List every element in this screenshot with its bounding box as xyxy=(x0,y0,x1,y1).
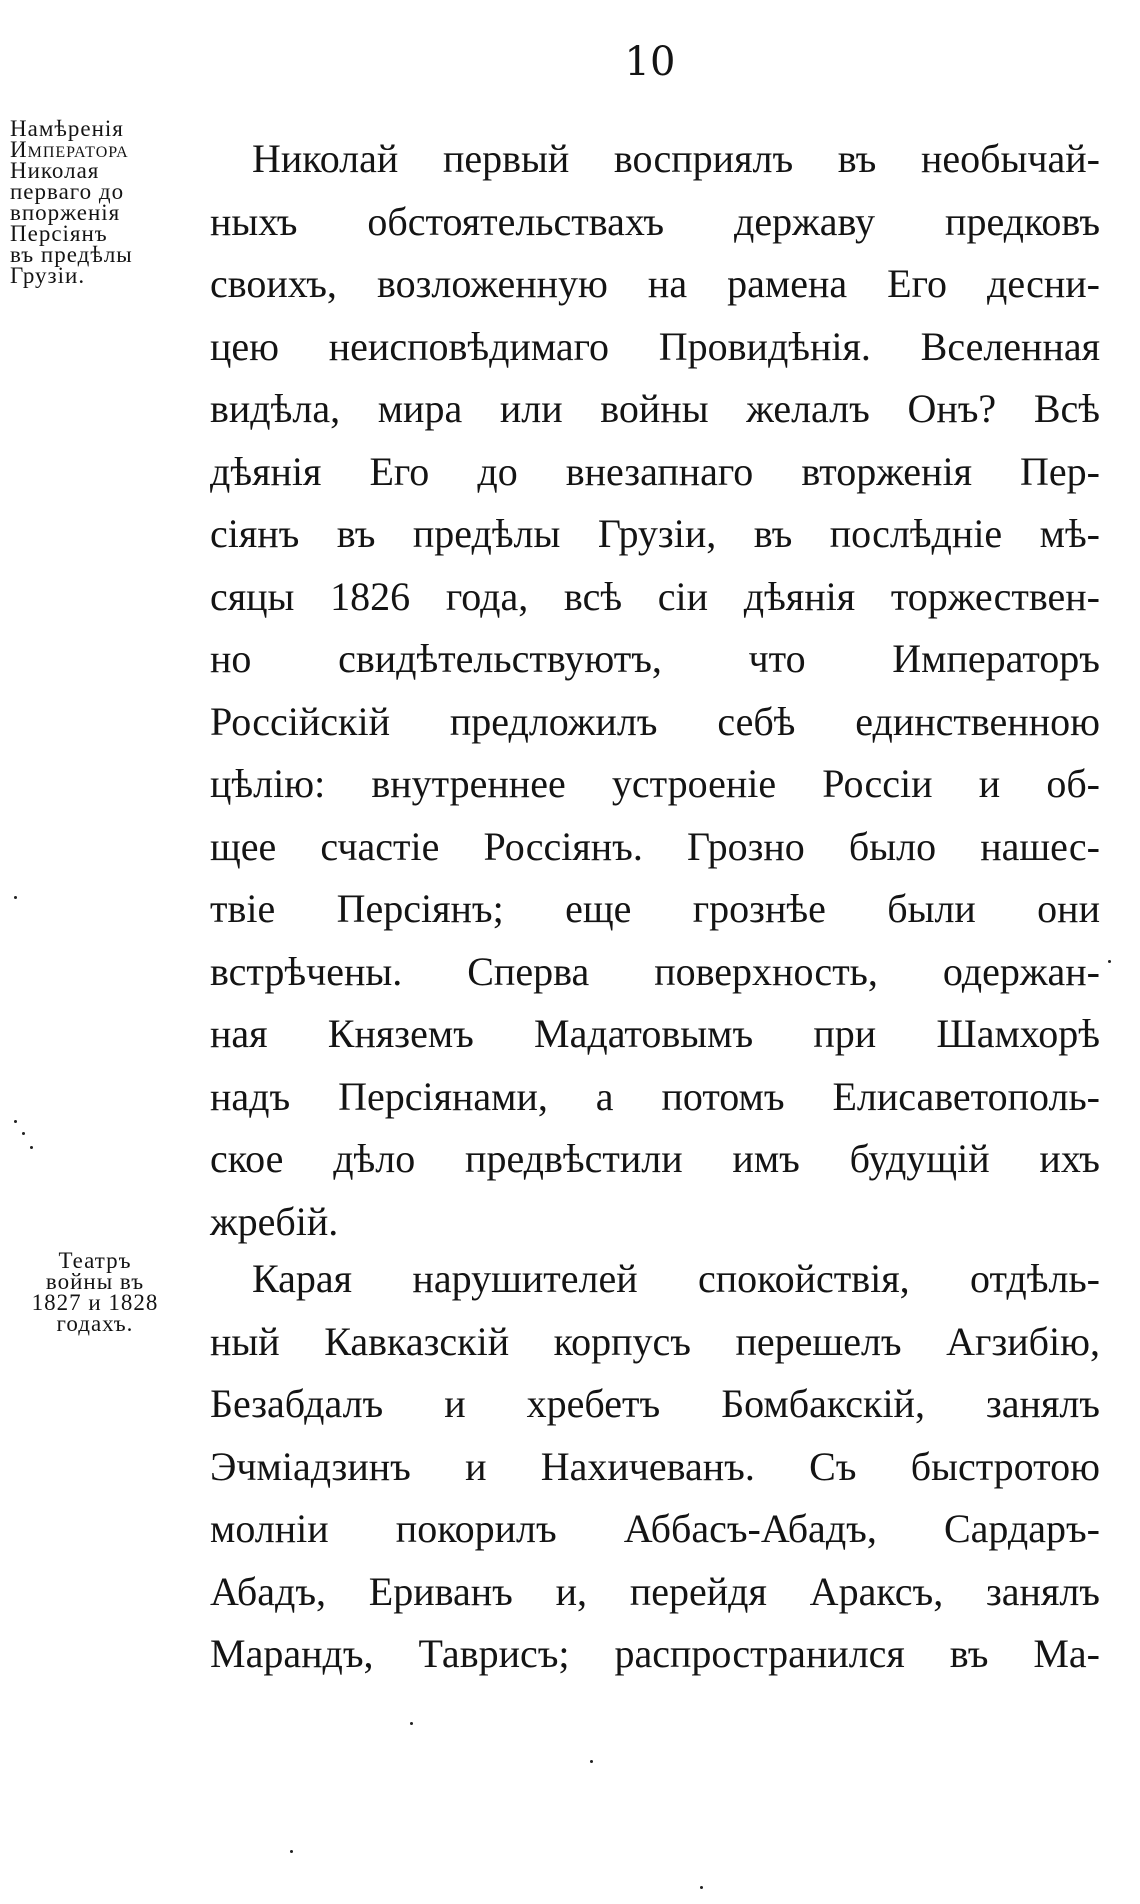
margin-note-line: Грузіи. xyxy=(10,263,86,288)
text-line: молніи покорилъ Аббасъ-Абадъ, Сардаръ- xyxy=(210,1506,1100,1551)
scan-speck xyxy=(1108,960,1111,963)
text-line: Эчміадзинъ и Нахичеванъ. Съ быстротою xyxy=(210,1443,1100,1489)
margin-note-line: впорженія xyxy=(10,200,121,225)
margin-note-line: войны въ xyxy=(45,1269,145,1294)
margin-note-line: перваго до xyxy=(10,179,125,204)
paragraph-1 xyxy=(210,128,1100,1253)
paragraph-2 xyxy=(210,1248,1100,1686)
margin-note-line: Императора xyxy=(10,137,129,162)
text-line: встрѣчены. Сперва поверхность, одержан- xyxy=(210,948,1100,994)
text-line: жребій. xyxy=(210,1198,339,1244)
text-line: ная Княземъ Мадатовымъ при Шамхорѣ xyxy=(210,1011,1100,1056)
scan-speck xyxy=(30,1146,33,1149)
text-line: Николай первый восприялъ въ необычай- xyxy=(252,136,1100,181)
scan-speck xyxy=(14,896,17,899)
margin-note-line: Театръ xyxy=(58,1248,132,1273)
text-line: Марандъ, Таврисъ; распространился въ Ма- xyxy=(210,1631,1100,1676)
margin-note-line: годахъ. xyxy=(56,1311,134,1336)
text-line: сіянъ въ предѣлы Грузіи, въ послѣдніе мѣ- xyxy=(210,511,1100,556)
scan-speck xyxy=(22,1132,25,1135)
scan-speck xyxy=(14,1120,17,1123)
text-line: Безабдалъ и хребетъ Бомбакскій, занялъ xyxy=(210,1381,1100,1426)
margin-note-theatre-of-war xyxy=(10,1250,210,1334)
margin-note-line: Николая xyxy=(10,158,100,183)
text-line: щее счастіе Россіянъ. Грозно было нашес- xyxy=(210,823,1100,869)
text-line: Абадъ, Ериванъ и, перейдя Араксъ, занялъ xyxy=(210,1568,1100,1614)
scan-speck xyxy=(290,1850,293,1853)
text-line: видѣла, мира или войны желалъ Онъ? Всѣ xyxy=(210,386,1100,431)
margin-note-line: Персіянъ xyxy=(10,221,108,246)
margin-note-line: Намѣренія xyxy=(10,116,124,141)
text-line: дѣянія Его до внезапнаго вторженія Пер- xyxy=(210,448,1100,494)
text-line: ныхъ обстоятельствахъ державу предковъ xyxy=(210,198,1100,244)
text-line: но свидѣтельствуютъ, что Императоръ xyxy=(210,636,1100,681)
text-line: Карая нарушителей спокойствія, отдѣль- xyxy=(252,1256,1100,1301)
scan-speck xyxy=(700,1886,703,1889)
text-line: ское дѣло предвѣстили имъ будущій ихъ xyxy=(210,1136,1100,1181)
text-line: цею неисповѣдимаго Провидѣнія. Вселенная xyxy=(210,323,1100,369)
page-number: 10 xyxy=(624,39,676,85)
margin-note-line: 1827 и 1828 xyxy=(31,1290,159,1315)
text-line: своихъ, возложенную на рамена Его десни- xyxy=(210,261,1100,306)
margin-note-line: въ предѣлы xyxy=(10,242,133,267)
text-line: Россійскій предложилъ себѣ единственною xyxy=(210,698,1100,744)
text-line: твіе Персіянъ; еще грознѣе были они xyxy=(210,886,1100,931)
text-line: цѣлію: внутреннее устроеніе Россіи и об- xyxy=(210,761,1100,806)
scan-speck xyxy=(590,1760,593,1763)
scan-speck xyxy=(410,1722,413,1725)
text-line: ный Кавказскій корпусъ перешелъ Агзибію, xyxy=(210,1318,1100,1364)
text-line: сяцы 1826 года, всѣ сіи дѣянія торжествен- xyxy=(210,573,1100,619)
margin-note-intentions xyxy=(10,118,210,286)
text-line: надъ Персіянами, а потомъ Елисаветополь- xyxy=(210,1073,1100,1119)
